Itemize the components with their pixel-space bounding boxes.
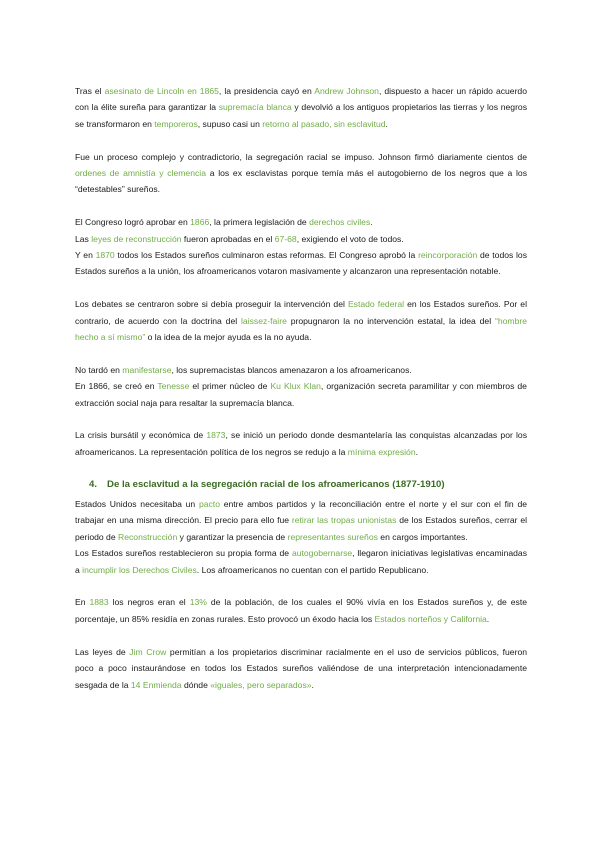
paragraph <box>75 149 527 198</box>
body-text: de los Estados sureños, cerrar el periodo de <box>75 515 528 542</box>
text-line <box>75 545 527 578</box>
highlighted-term: incumplir los Derechos Civiles <box>82 564 197 575</box>
body-text: Las leyes de <box>75 646 130 657</box>
highlighted-term: pacto <box>198 499 220 510</box>
highlighted-term: asesinato de Lincoln en 1865 <box>104 86 219 96</box>
body-text: entre ambos partidos y la reconciliación entre el norte y el sur con el fin de trabajar en una misma dirección. El precio para ello fue <box>75 499 527 526</box>
highlighted-term: manifestarse <box>122 364 172 375</box>
section-heading <box>89 477 527 493</box>
highlighted-term: laissez-faire <box>241 315 287 326</box>
text-line <box>75 427 527 460</box>
highlighted-term: “hombre hecho a sí mismo” <box>75 315 527 343</box>
body-text: , se inició un periodo donde desmantelaría las conquistas alcanzadas por los afroamericanos. La representación política de los negros se redujo a la <box>75 430 527 457</box>
highlighted-term: Jim Crow <box>129 646 167 657</box>
text-line <box>75 247 527 280</box>
highlighted-term: retirar las tropas unionistas <box>291 515 397 526</box>
highlighted-term: Andrew Johnson <box>314 86 379 96</box>
body-text: el primer núcleo de <box>189 381 271 392</box>
highlighted-term: mínima expresión <box>347 446 416 457</box>
heading-text: De la esclavitud a la segregación racial de los afroamericanos (1877-1910) <box>107 478 445 490</box>
body-text: El Congreso logró aprobar en <box>75 217 191 228</box>
body-text: . <box>385 118 388 129</box>
body-text: en cargos importantes. <box>377 531 468 542</box>
text-line <box>75 362 527 378</box>
body-text: , supuso casi un <box>197 118 263 129</box>
highlighted-term: retorno al pasado, sin esclavitud <box>262 118 386 129</box>
body-text: . <box>311 679 314 690</box>
body-text: y garantizar la presencia de <box>177 531 288 542</box>
paragraph <box>75 594 527 627</box>
paragraph <box>75 362 527 411</box>
body-text: , la primera legislación de <box>209 217 310 228</box>
body-text: , llegaron iniciativas legislativas encaminadas a <box>75 548 527 575</box>
body-text: y devolvió a los antiguos propietarios las tierras y los negros se transformaron en <box>75 102 528 129</box>
text-line <box>75 594 527 627</box>
document-page <box>75 83 527 709</box>
highlighted-term: reincorporación <box>418 250 478 261</box>
body-text: los negros eran el <box>108 597 190 608</box>
body-text: , la presidencia cayó en <box>218 86 315 96</box>
paragraph <box>75 296 527 345</box>
highlighted-term: representantes sureños <box>287 531 378 542</box>
body-text: , dispuesto a hacer un rápido acuerdo con la élite sureña para garantizar la <box>75 86 527 113</box>
body-text: . <box>370 217 373 228</box>
body-text: en los Estados sureños. Por el contrario, de acuerdo con la doctrina del <box>75 299 527 326</box>
highlighted-term: ordenes de amnistía y clemencia <box>75 168 206 179</box>
highlighted-term: 14 Enmienda <box>130 679 182 690</box>
highlighted-term: 1873 <box>206 430 226 441</box>
body-text: de todos los Estados sureños a la unión, los afroamericanos votaron masivamente y alcanzaron una representación notable. <box>75 250 527 277</box>
body-text: todos los Estados sureños culminaron estas reformas. El Congreso aprobó la <box>114 250 419 261</box>
body-text: . <box>486 613 490 624</box>
highlighted-term: 1870 <box>95 250 115 261</box>
body-text: La crisis bursátil y económica de <box>75 430 207 441</box>
highlighted-term: leyes de reconstrucción <box>91 233 182 244</box>
highlighted-term: 67-68 <box>274 233 297 244</box>
paragraph <box>75 83 527 132</box>
highlighted-term: Ku Klux Klan <box>270 381 321 392</box>
body-text: . Los afroamericanos no cuentan con el partido Republicano. <box>196 564 429 575</box>
text-line <box>75 231 527 247</box>
paragraph <box>75 427 527 460</box>
body-text: propugnaron la no intervención estatal, la idea del <box>286 315 495 326</box>
body-text: Los Estados sureños restablecieron su propia forma de <box>75 548 292 559</box>
body-text: Y en <box>75 250 96 261</box>
body-text: fueron aprobadas en el <box>181 233 275 244</box>
body-text: , los supremacistas blancos amenazaron a los afroamericanos. <box>171 364 412 375</box>
text-line <box>75 83 527 132</box>
highlighted-term: Estado federal <box>347 299 405 310</box>
body-text: Las <box>75 233 92 244</box>
highlighted-term: supremacía blanca <box>218 102 292 113</box>
heading-number: 4. <box>89 478 98 490</box>
text-line <box>75 214 527 230</box>
body-text: de la población, de los cuales el 90% vivía en los Estados sureños y, de este porcentaje, un 85% residía en zonas rurales. Esto provocó un éxodo hacia los <box>75 597 527 624</box>
body-text: En <box>75 597 90 608</box>
text-line <box>75 496 527 545</box>
text-line <box>75 378 527 411</box>
body-text: Estados Unidos necesitaba un <box>75 499 199 510</box>
text-line <box>75 644 527 693</box>
section-segregation <box>75 496 527 693</box>
body-text: Fue un proceso complejo y contradictorio, la segregación racial se impuso. Johnson firmó diariamente cientos de <box>75 151 527 162</box>
highlighted-term: autogobernarse <box>291 548 353 559</box>
text-line <box>75 149 527 198</box>
body-text: permitían a los propietarios discriminar racialmente en el uso de servicios públicos, fueron poco a poco instaurándose en todos los Estados sureños valiéndose de una interpretación intencionadamente sesgada de la <box>75 646 528 690</box>
highlighted-term: 1866 <box>190 217 210 228</box>
paragraph <box>75 496 527 578</box>
highlighted-term: derechos civiles <box>309 217 371 228</box>
section-reconstruction <box>75 83 527 460</box>
highlighted-term: Tenesse <box>157 381 190 392</box>
text-line <box>75 296 527 345</box>
body-text: a los ex esclavistas porque temía más el autogobierno de los negros que a los “detestables” sureños. <box>75 168 527 195</box>
body-text: o la idea de la mejor ayuda es la no ayuda. <box>145 332 312 343</box>
body-text: . <box>415 446 418 457</box>
highlighted-term: «iguales, pero separados» <box>210 679 312 690</box>
body-text: , organización secreta paramilitar y con miembros de extracción social naja para resaltar la supremacía blanca. <box>75 381 527 408</box>
highlighted-term: temporeros <box>154 118 198 129</box>
paragraph <box>75 644 527 693</box>
highlighted-term: 13% <box>189 597 207 608</box>
body-text: No tardó en <box>75 364 123 375</box>
body-text: , exigiendo el voto de todos. <box>296 233 404 244</box>
body-text: dónde <box>181 679 211 690</box>
paragraph <box>75 214 527 280</box>
body-text: Tras el <box>75 86 105 96</box>
highlighted-term: Reconstrucción <box>118 531 178 542</box>
highlighted-term: Estados norteños y California <box>374 613 487 624</box>
body-text: Los debates se centraron sobre si debía proseguir la intervención del <box>75 299 348 310</box>
body-text: En 1866, se creó en <box>75 381 158 392</box>
highlighted-term: 1883 <box>89 597 109 608</box>
